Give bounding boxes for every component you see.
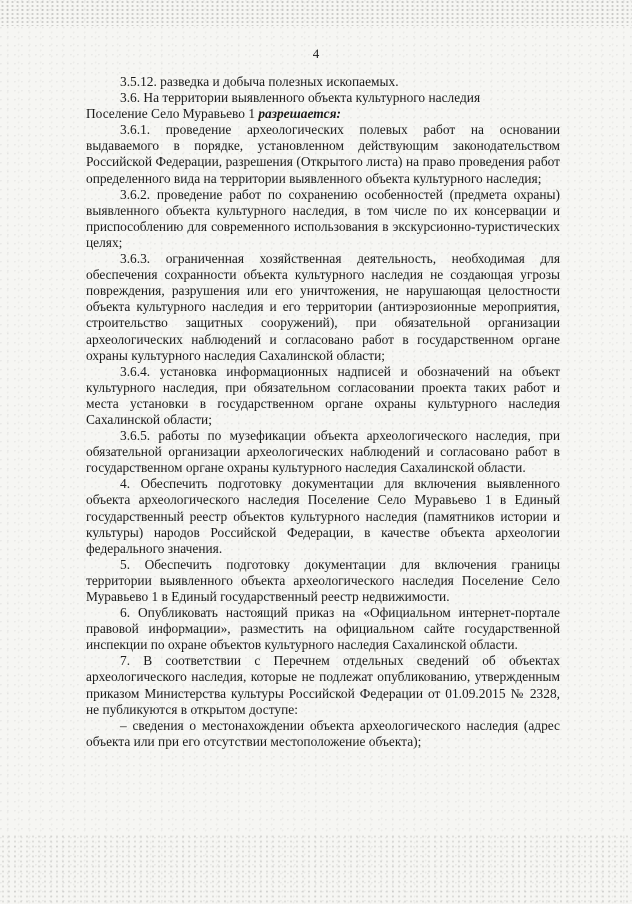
paragraph-3-6-continued: [86, 106, 560, 122]
paragraph-3-6-2: 3.6.2. проведение работ по сохранению особенностей (предмета охраны) выявленного объекта культурного наследия, в том числе по их консервации и приспособлению для современного использования в экскурсионно-туристических целях;: [86, 186, 560, 250]
paragraph-3-5-12: 3.5.12. разведка и добыча полезных ископаемых.: [120, 74, 399, 89]
paragraph-7: 7. В соответствии с Перечнем отдельных сведений об объектах археологического наследия, которые не подлежат опубликованию, утвержденным приказом Министерства культуры Российской Федерации от 01.09.2015 № 2328, не публикуются в открытом доступе:: [86, 653, 560, 717]
paragraph-3-6-3: 3.6.3. ограниченная хозяйственная деятельность, необходимая для обеспечения сохранности объекта культурного наследия не создающая угрозы повреждения, разрушения или его уничтожения, не нарушающая целостности объекта культурного наследия и его территории (антиэрозионные мероприятия, строительство защитных сооружений), при обязательной организации археологических наблюдений и согласовано работ в государственном органе охраны культурного наследия Сахалинской области;: [86, 251, 560, 363]
scan-noise-bottom: [0, 834, 632, 904]
permitted-emphasis: разрешается:: [258, 106, 341, 122]
paragraph-3-6: 3.6. На территории выявленного объекта культурного наследия: [120, 90, 481, 106]
paragraph-7-list-item: – сведения о местонахождении объекта археологического наследия (адрес объекта или при его отсутствии местоположение объекта);: [86, 717, 560, 749]
paragraph-3-6-continued-text: Поселение Село Муравьево 1: [86, 106, 259, 122]
document-body: [86, 74, 560, 750]
page-number: 4: [312, 46, 320, 61]
paragraph-6: 6. Опубликовать настоящий приказ на «Официальном интернет-портале правовой информации», разместить на официальном сайте государственной инспекции по охране объектов культурного наследия Сахалинской области.: [86, 605, 560, 653]
paragraph-4: 4. Обеспечить подготовку документации для включения выявленного объекта археологического наследия Поселение Село Муравьево 1 в Единый государственный реестр объектов культурного наследия (памятников истории и культуры) народов Российской Федерации, в качестве объекта археологии федерального значения.: [86, 476, 560, 556]
paragraph-3-6-4: 3.6.4. установка информационных надписей и обозначений на объект культурного наследия, при обязательном согласовании проекта таких работ и места установки в государственном органе охраны культурного наследия Сахалинской области;: [86, 363, 560, 427]
paragraph-3-6-1: 3.6.1. проведение археологических полевых работ на основании выдаваемого в порядке, установленном действующим законодательством Российской Федерации, разрешения (Открытого листа) на право проведения работ определенного вида на территории выявленного объекта культурного наследия;: [86, 122, 560, 186]
paragraph-5: 5. Обеспечить подготовку документации для включения границы территории выявленного объекта археологического наследия Поселение Село Муравьево 1 в Единый государственный реестр недвижимости.: [86, 556, 560, 604]
paragraph-3-6-5: 3.6.5. работы по музефикации объекта археологического наследия, при обязательной организации археологических наблюдений и согласовано работ в государственном органе охраны культурного наследия Сахалинской области.: [86, 428, 560, 476]
scan-noise-top: [0, 0, 632, 26]
